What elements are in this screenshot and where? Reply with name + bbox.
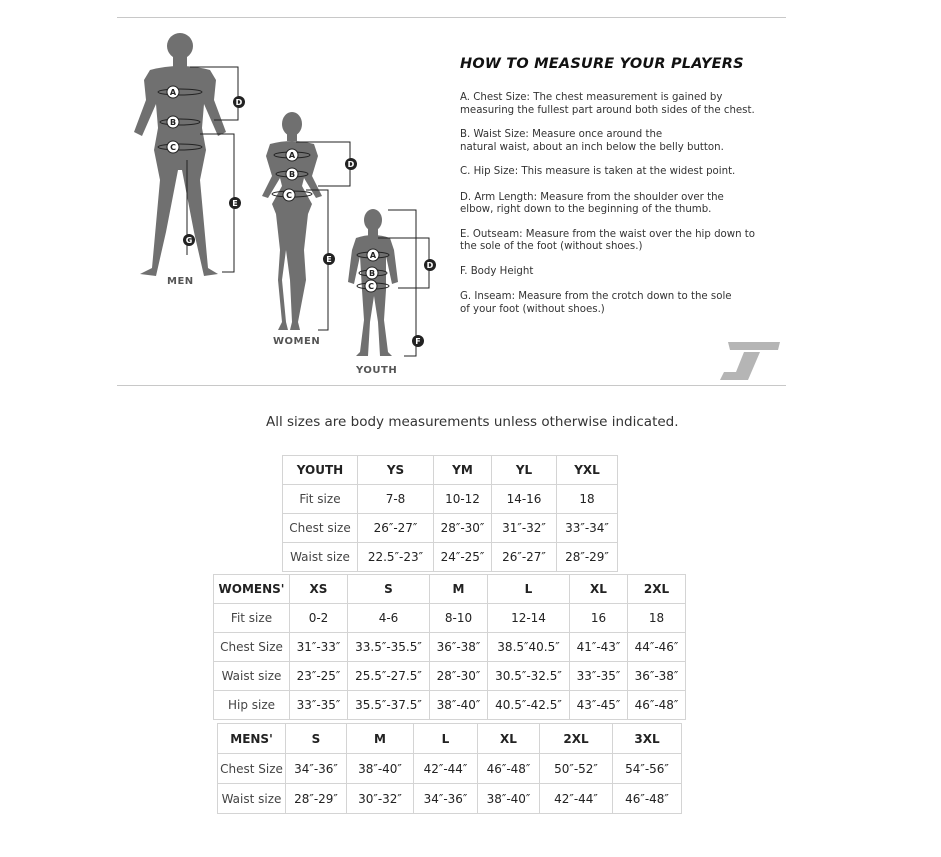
table-row (214, 633, 686, 662)
row-label: Fit size (214, 604, 290, 633)
instruction-outseam: E. Outseam: Measure from the waist over the hip down to the sole of the foot (without shoes.) (460, 228, 756, 252)
table-row (283, 543, 618, 572)
table-cell: 43″-45″ (570, 691, 628, 720)
row-label: Chest Size (214, 633, 290, 662)
marker-women-d (345, 158, 357, 170)
svg-text:D: D (347, 160, 355, 169)
marker-men-c (167, 141, 179, 153)
table-cell: 26″-27″ (492, 543, 557, 572)
row-label: Fit size (283, 485, 358, 514)
measurement-figure (117, 18, 447, 385)
table-cell: 28″-30″ (430, 662, 488, 691)
table-cell: 34″-36″ (286, 754, 347, 784)
table-cell: 4-6 (348, 604, 430, 633)
row-label: Chest Size (218, 754, 286, 784)
table-cell: 41″-43″ (570, 633, 628, 662)
table-row (214, 604, 686, 633)
table-cell: 38″-40″ (430, 691, 488, 720)
table-cell: 31″-33″ (290, 633, 348, 662)
table-cell: 33.5″-35.5″ (348, 633, 430, 662)
table-cell: 44″-46″ (628, 633, 686, 662)
row-label: Hip size (214, 691, 290, 720)
table-cell: 38″-40″ (347, 754, 414, 784)
table-header-row (283, 456, 618, 485)
marker-men-e (229, 197, 241, 209)
marker-men-a (167, 86, 179, 98)
svg-text:B: B (288, 170, 296, 179)
size-header: XL (570, 575, 628, 604)
svg-text:A: A (288, 151, 296, 160)
marker-women-c (283, 189, 295, 201)
marker-youth-f (412, 335, 424, 347)
table-cell: 36″-38″ (628, 662, 686, 691)
instruction-height: F. Body Height (460, 265, 534, 277)
table-cell: 16 (570, 604, 628, 633)
table-cell: 18 (628, 604, 686, 633)
marker-men-b (167, 116, 179, 128)
svg-text:D: D (235, 98, 243, 107)
size-header: 3XL (613, 724, 682, 754)
table-cell: 25.5″-27.5″ (348, 662, 430, 691)
size-header: L (488, 575, 570, 604)
table-cell: 33″-35″ (570, 662, 628, 691)
table-cell: 38″-40″ (478, 784, 540, 814)
youth-size-table (282, 455, 618, 572)
marker-youth-d (424, 259, 436, 271)
row-label: Waist size (214, 662, 290, 691)
table-cell: 26″-27″ (358, 514, 434, 543)
table-cell: 28″-29″ (286, 784, 347, 814)
women-silhouette (262, 112, 322, 330)
size-header: 2XL (540, 724, 613, 754)
size-header: YL (492, 456, 557, 485)
table-cell: 46″-48″ (613, 784, 682, 814)
table-cell: 23″-25″ (290, 662, 348, 691)
instruction-hip: C. Hip Size: This measure is taken at the widest point. (460, 166, 736, 177)
youth-label: YOUTH (356, 365, 398, 376)
table-row (218, 784, 682, 814)
table-cell: 31″-32″ (492, 514, 557, 543)
row-label: Waist size (218, 784, 286, 814)
guide-title: HOW TO MEASURE YOUR PLAYERS (460, 56, 744, 72)
table-cell: 42″-44″ (540, 784, 613, 814)
marker-women-b (286, 168, 298, 180)
measurement-note: All sizes are body measurements unless otherwise indicated. (266, 414, 679, 430)
table-cell: 8-10 (430, 604, 488, 633)
table-row (218, 754, 682, 784)
brand-logo-icon (718, 342, 780, 380)
measurement-instructions (460, 92, 790, 316)
men-silhouette (134, 33, 226, 276)
table-cell: 50″-52″ (540, 754, 613, 784)
table-cell: 33″-34″ (557, 514, 618, 543)
size-header: S (348, 575, 430, 604)
table-cell: 12-14 (488, 604, 570, 633)
table-cell: 28″-29″ (557, 543, 618, 572)
size-header: 2XL (628, 575, 686, 604)
size-header: M (430, 575, 488, 604)
table-cell: 38.5″40.5″ (488, 633, 570, 662)
table-cell: 14-16 (492, 485, 557, 514)
table-cell: 36″-38″ (430, 633, 488, 662)
men-label: MEN (167, 276, 194, 287)
table-cell: 46″-48″ (478, 754, 540, 784)
row-label: Waist size (283, 543, 358, 572)
table-corner: MENS' (218, 724, 286, 754)
size-header: L (414, 724, 478, 754)
table-corner: WOMENS' (214, 575, 290, 604)
table-cell: 54″-56″ (613, 754, 682, 784)
svg-text:F: F (415, 337, 421, 346)
marker-youth-c (365, 280, 377, 292)
marker-men-g (183, 234, 195, 246)
svg-text:G: G (185, 236, 193, 245)
table-header-row (218, 724, 682, 754)
table-cell: 34″-36″ (414, 784, 478, 814)
instruction-arm: D. Arm Length: Measure from the shoulder over the elbow, right down to the beginning of the thumb. (460, 191, 724, 215)
table-cell: 18 (557, 485, 618, 514)
svg-text:A: A (169, 88, 177, 97)
size-header: M (347, 724, 414, 754)
table-cell: 42″-44″ (414, 754, 478, 784)
bottom-divider (117, 385, 786, 386)
svg-text:D: D (426, 261, 434, 270)
svg-text:C: C (170, 143, 176, 152)
table-cell: 33″-35″ (290, 691, 348, 720)
table-cell: 28″-30″ (434, 514, 492, 543)
women-label: WOMEN (273, 336, 321, 347)
table-row (283, 485, 618, 514)
table-cell: 24″-25″ (434, 543, 492, 572)
size-header: S (286, 724, 347, 754)
table-row (214, 691, 686, 720)
size-header: YS (358, 456, 434, 485)
marker-youth-a (367, 249, 379, 261)
instruction-waist: B. Waist Size: Measure once around the natural waist, about an inch below the belly button. (460, 129, 724, 153)
mens-size-table (217, 723, 682, 814)
table-cell: 7-8 (358, 485, 434, 514)
marker-youth-b (366, 267, 378, 279)
instruction-chest: A. Chest Size: The chest measurement is gained by measuring the fullest part around both sides of the chest. (460, 92, 755, 116)
svg-text:A: A (369, 251, 377, 260)
row-label: Chest size (283, 514, 358, 543)
svg-text:C: C (286, 191, 292, 200)
table-cell: 40.5″-42.5″ (488, 691, 570, 720)
table-row (214, 662, 686, 691)
table-cell: 30.5″-32.5″ (488, 662, 570, 691)
marker-women-a (286, 149, 298, 161)
table-corner: YOUTH (283, 456, 358, 485)
instruction-inseam: G. Inseam: Measure from the crotch down to the sole of your foot (without shoes.) (460, 291, 732, 315)
table-cell: 0-2 (290, 604, 348, 633)
size-header: XL (478, 724, 540, 754)
svg-text:E: E (326, 255, 332, 264)
svg-text:E: E (232, 199, 238, 208)
size-header: YM (434, 456, 492, 485)
womens-size-table (213, 574, 686, 720)
svg-text:B: B (368, 269, 376, 278)
table-cell: 22.5″-23″ (358, 543, 434, 572)
table-cell: 10-12 (434, 485, 492, 514)
table-cell: 35.5″-37.5″ (348, 691, 430, 720)
table-header-row (214, 575, 686, 604)
table-cell: 46″-48″ (628, 691, 686, 720)
table-cell: 30″-32″ (347, 784, 414, 814)
marker-men-d (233, 96, 245, 108)
table-row (283, 514, 618, 543)
svg-text:C: C (368, 282, 374, 291)
marker-women-e (323, 253, 335, 265)
svg-text:B: B (169, 118, 177, 127)
size-header: XS (290, 575, 348, 604)
size-header: YXL (557, 456, 618, 485)
